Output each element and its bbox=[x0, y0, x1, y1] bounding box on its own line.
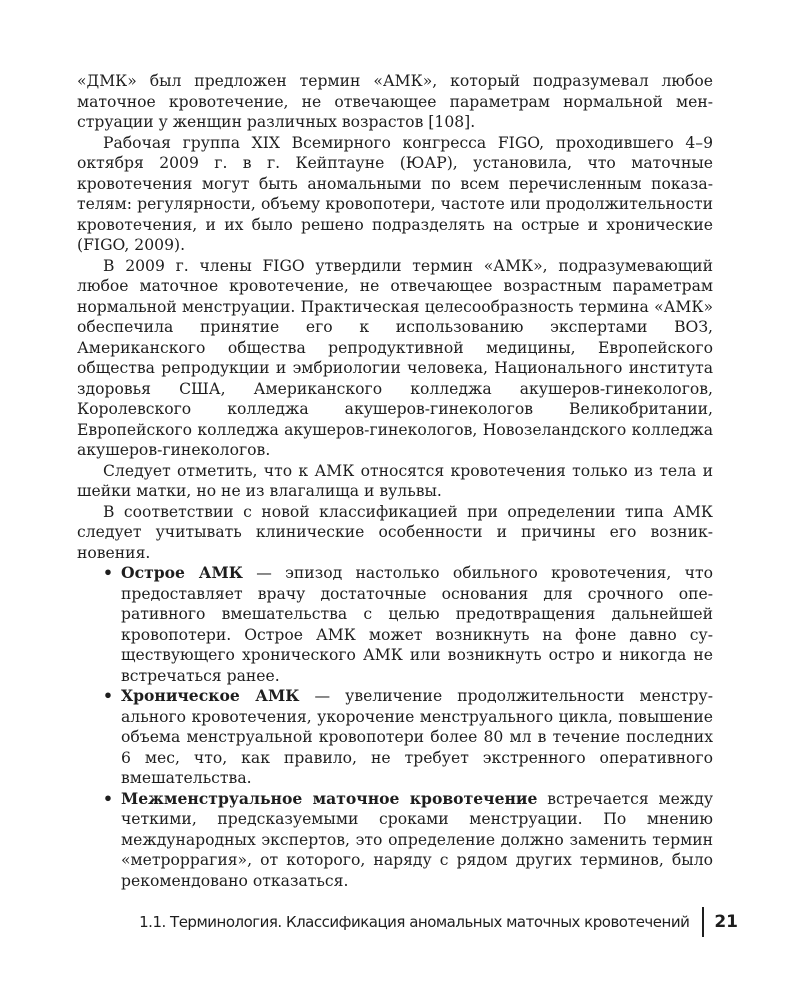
list-item-chronic-amk bbox=[77, 686, 713, 789]
list-item-acute-amk bbox=[77, 563, 713, 686]
running-title: 1.1. Терминология. Классификация аномальных маточных кровотечений bbox=[139, 913, 690, 931]
bullet-icon: • bbox=[103, 563, 113, 582]
page-body bbox=[77, 71, 713, 891]
list-item-intermenstrual-bleeding bbox=[77, 789, 713, 892]
paragraph-classification-intro: В соответствии с новой классификацией при определении типа АМК следует учитывать клинические особенности и причины его возникновения. bbox=[77, 502, 713, 562]
footer-divider bbox=[702, 907, 704, 937]
paragraph-amk-sources: Следует отметить, что к АМК относятся кровотечения только из тела и шейки матки, но не из влагалища и вульвы. bbox=[77, 461, 713, 500]
bullet-icon: • bbox=[103, 686, 113, 705]
page-footer bbox=[139, 906, 738, 938]
term-intermenstrual-bleeding: Межменструальное маточное кровотечение bbox=[121, 788, 538, 808]
amk-types-list bbox=[77, 563, 713, 891]
term-acute-amk: Острое АМК bbox=[121, 563, 243, 582]
definition-intermenstrual-bleeding: встречается между четкими, предсказуемыми сроками менструации. По мнению международных экспертов, это определение должно заменить термин «метроррагия», от которого, наряду с рядом других терминов, было рекомендовано отказаться. bbox=[121, 789, 713, 890]
paragraph-amk-term: «ДМК» был предложен термин «АМК», который подразумевал любое маточное кровотечение, не отвечающее параметрам нормальной менструации у женщин различных возрастов [108]. bbox=[77, 72, 713, 131]
term-chronic-amk: Хроническое АМК bbox=[121, 686, 300, 705]
page-number: 21 bbox=[714, 912, 738, 932]
bullet-icon: • bbox=[103, 788, 113, 808]
paragraph-figo-approval: В 2009 г. члены FIGO утвердили термин «АМК», подразумевающий любое маточное кровотечение, не отвечающее возрастным параметрам нормальной менструации. Практическая целесообразность термина «АМК» обеспечила принятие его к использованию экспертами ВОЗ, Американского общества репродуктивной медицины, Европейского общества репродукции и эмбриологии человека, Национального института здоровья США, Американского колледжа акушеров-гинекологов, Королевского колледжа акушеров-гинекологов Великобритании, Европейского колледжа акушеров-гинекологов, Новозеландского колледжа акушеров-гинекологов. bbox=[77, 256, 713, 459]
definition-chronic-amk: — увеличение продолжительности менструального кровотечения, укорочение менструального цикла, повышение объема менструальной кровопотери более 80 мл в течение последних 6 мес, что, как правило, не требует экстренного оперативного вмешательства. bbox=[121, 687, 713, 787]
definition-acute-amk: — эпизод настолько обильного кровотечения, что предоставляет врачу достаточные основания для срочного оперативного вмешательства с целью предотвращения дальнейшей кровопотери. Острое АМК может возникнуть на фоне давно существующего хронического АМК или возникнуть остро и никогда не встречаться ранее. bbox=[121, 564, 713, 685]
paragraph-figo-working-group: Рабочая группа XIX Всемирного конгресса FIGO, проходившего 4–9 октября 2009 г. в г. Кейптауне (ЮАР), установила, что маточные кровотечения могут быть аномальными по всем перечисленным показателям: регулярности, объему кровопотери, частоте или продолжительности кровотечения, и их было решено подразделять на острые и хронические (FIGO, 2009). bbox=[77, 133, 713, 254]
